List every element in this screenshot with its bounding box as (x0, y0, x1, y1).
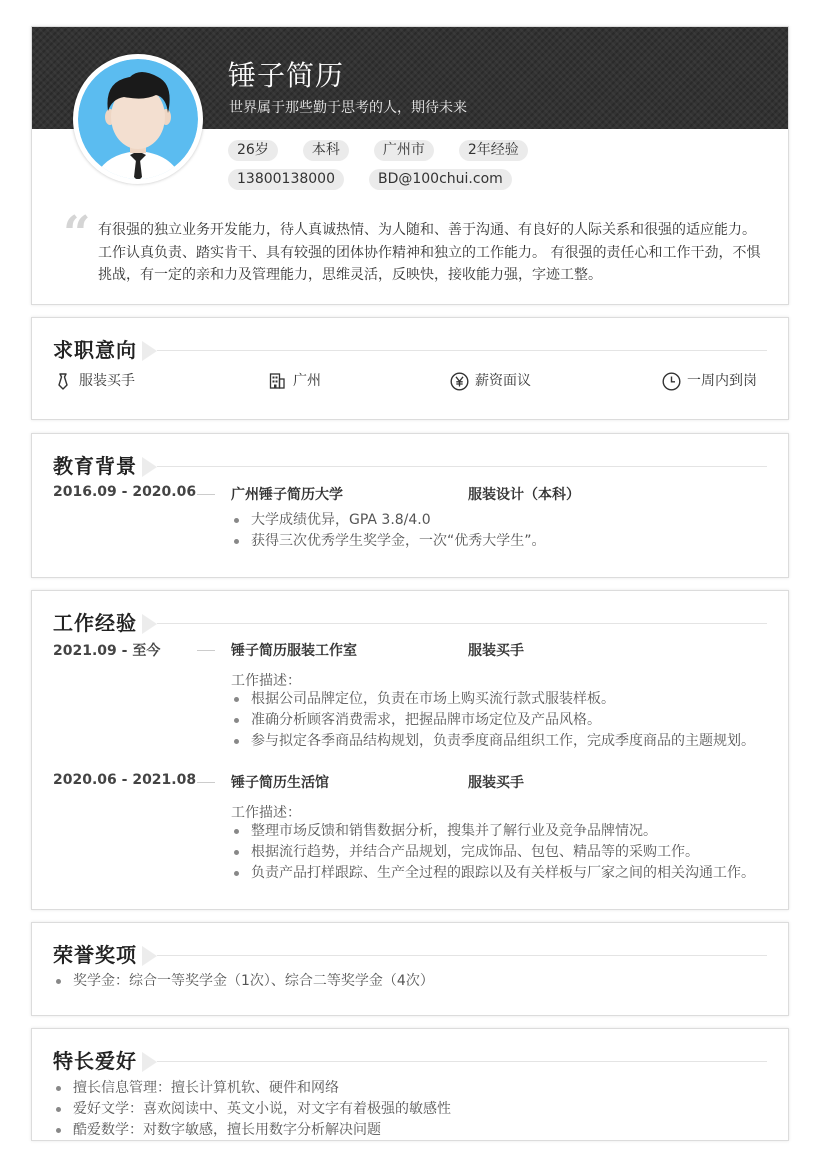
avatar (73, 54, 203, 184)
work-date: 2020.06 - 2021.08 (53, 772, 197, 788)
intent-position-label: 服装买手 (79, 373, 135, 389)
timeline-marker (197, 782, 215, 783)
list-item: 大学成绩优异，GPA 3.8/4.0 (231, 510, 546, 531)
description-label: 工作描述： (231, 673, 301, 689)
intent-salary-label: 薪资面议 (475, 373, 531, 389)
list-item: 根据流行趋势，并结合产品规划，完成饰品、包包、精品等的采购工作。 (231, 842, 755, 863)
school-name: 广州锤子简历大学 (231, 487, 343, 503)
building-icon (268, 372, 286, 390)
section-title: 荣誉奖项 (53, 943, 137, 967)
company-name: 锤子简历生活馆 (231, 775, 329, 791)
intent-city-label: 广州 (293, 373, 321, 389)
list-item: 负责产品打样跟踪、生产全过程的跟踪以及有关样板与厂家之间的相关沟通工作。 (231, 863, 755, 884)
candidate-name: 锤子简历 (228, 59, 345, 92)
hobbies-section (31, 1028, 789, 1141)
divider (157, 1061, 767, 1062)
age-tag: 26岁 (228, 140, 278, 161)
experience-tag: 2年经验 (459, 140, 528, 161)
section-title: 教育背景 (53, 454, 137, 478)
list-item: 准确分析顾客消费需求，把握品牌市场定位及产品风格。 (231, 710, 755, 731)
work-bullets (231, 821, 755, 884)
section-header (53, 337, 767, 363)
divider (157, 623, 767, 624)
description-label: 工作描述： (231, 805, 301, 821)
honors-bullets (53, 971, 434, 992)
self-summary: 有很强的独立业务开发能力，待人真诚热情、为人随和、善于沟通、有良好的人际关系和很强的适应能力。工作认真负责、踏实肯干、具有较强的团体协作精神和独立的工作能力。 有很强的责任心和工作干劲，不惧挑战，有一定的亲和力及管理能力，思维灵活，反映快，接收能力强，字迹工整。 (98, 222, 761, 283)
divider (157, 466, 767, 467)
list-item: 整理市场反馈和销售数据分析，搜集并了解行业及竞争品牌情况。 (231, 821, 755, 842)
company-name: 锤子简历服装工作室 (231, 643, 357, 659)
arrow-icon (142, 946, 157, 966)
arrow-icon (142, 341, 157, 361)
list-item: 奖学金：综合一等奖学金（1次）、综合二等奖学金（4次） (53, 971, 434, 992)
section-title: 特长爱好 (53, 1049, 137, 1073)
avatar-illustration (78, 59, 198, 179)
job-intent-section (31, 317, 789, 420)
divider (157, 350, 767, 351)
divider (157, 955, 767, 956)
quote-icon: “ (63, 206, 91, 262)
list-item: 参与拟定各季商品结构规划，负责季度商品组织工作，完成季度商品的主题规划。 (231, 731, 755, 752)
education-date: 2016.09 - 2020.06 (53, 484, 197, 500)
list-item: 获得三次优秀学生奖学金，一次“优秀大学生”。 (231, 531, 546, 552)
education-section (31, 433, 789, 578)
arrow-icon (142, 457, 157, 477)
major: 服装设计（本科） (468, 487, 580, 503)
timeline-marker (197, 494, 215, 495)
motto: 世界属于那些勤于思考的人，期待未来 (229, 100, 467, 116)
header-card (31, 26, 789, 305)
list-item: 擅长信息管理：擅长计算机软、硬件和网络 (53, 1078, 451, 1099)
section-header (53, 942, 767, 968)
job-role: 服装买手 (468, 643, 524, 659)
honors-section (31, 922, 789, 1016)
arrow-icon (142, 1052, 157, 1072)
info-tags (228, 140, 668, 198)
tie-icon (54, 372, 72, 390)
list-item: 爱好文学：喜欢阅读中、英文小说，对文字有着极强的敏感性 (53, 1099, 451, 1120)
work-date: 2021.09 - 至今 (53, 643, 161, 659)
phone-tag: 13800138000 (228, 169, 344, 190)
list-item: 酷爱数学：对数字敏感，擅长用数字分析解决问题 (53, 1120, 451, 1141)
work-section (31, 590, 789, 910)
section-header (53, 1048, 767, 1074)
section-title: 工作经验 (53, 611, 137, 635)
section-title: 求职意向 (53, 338, 137, 362)
section-header (53, 453, 767, 479)
list-item: 根据公司品牌定位，负责在市场上购买流行款式服装样板。 (231, 689, 755, 710)
degree-tag: 本科 (303, 140, 349, 161)
education-bullets (231, 510, 546, 552)
clock-icon (662, 372, 681, 391)
section-header (53, 610, 767, 636)
arrow-icon (142, 614, 157, 634)
city-tag: 广州市 (374, 140, 434, 161)
email-tag: BD@100chui.com (369, 169, 512, 190)
timeline-marker (197, 650, 215, 651)
work-bullets (231, 689, 755, 752)
job-role: 服装买手 (468, 775, 524, 791)
yen-icon (450, 372, 469, 391)
hobbies-bullets (53, 1078, 451, 1141)
intent-availability-label: 一周内到岗 (687, 373, 757, 389)
